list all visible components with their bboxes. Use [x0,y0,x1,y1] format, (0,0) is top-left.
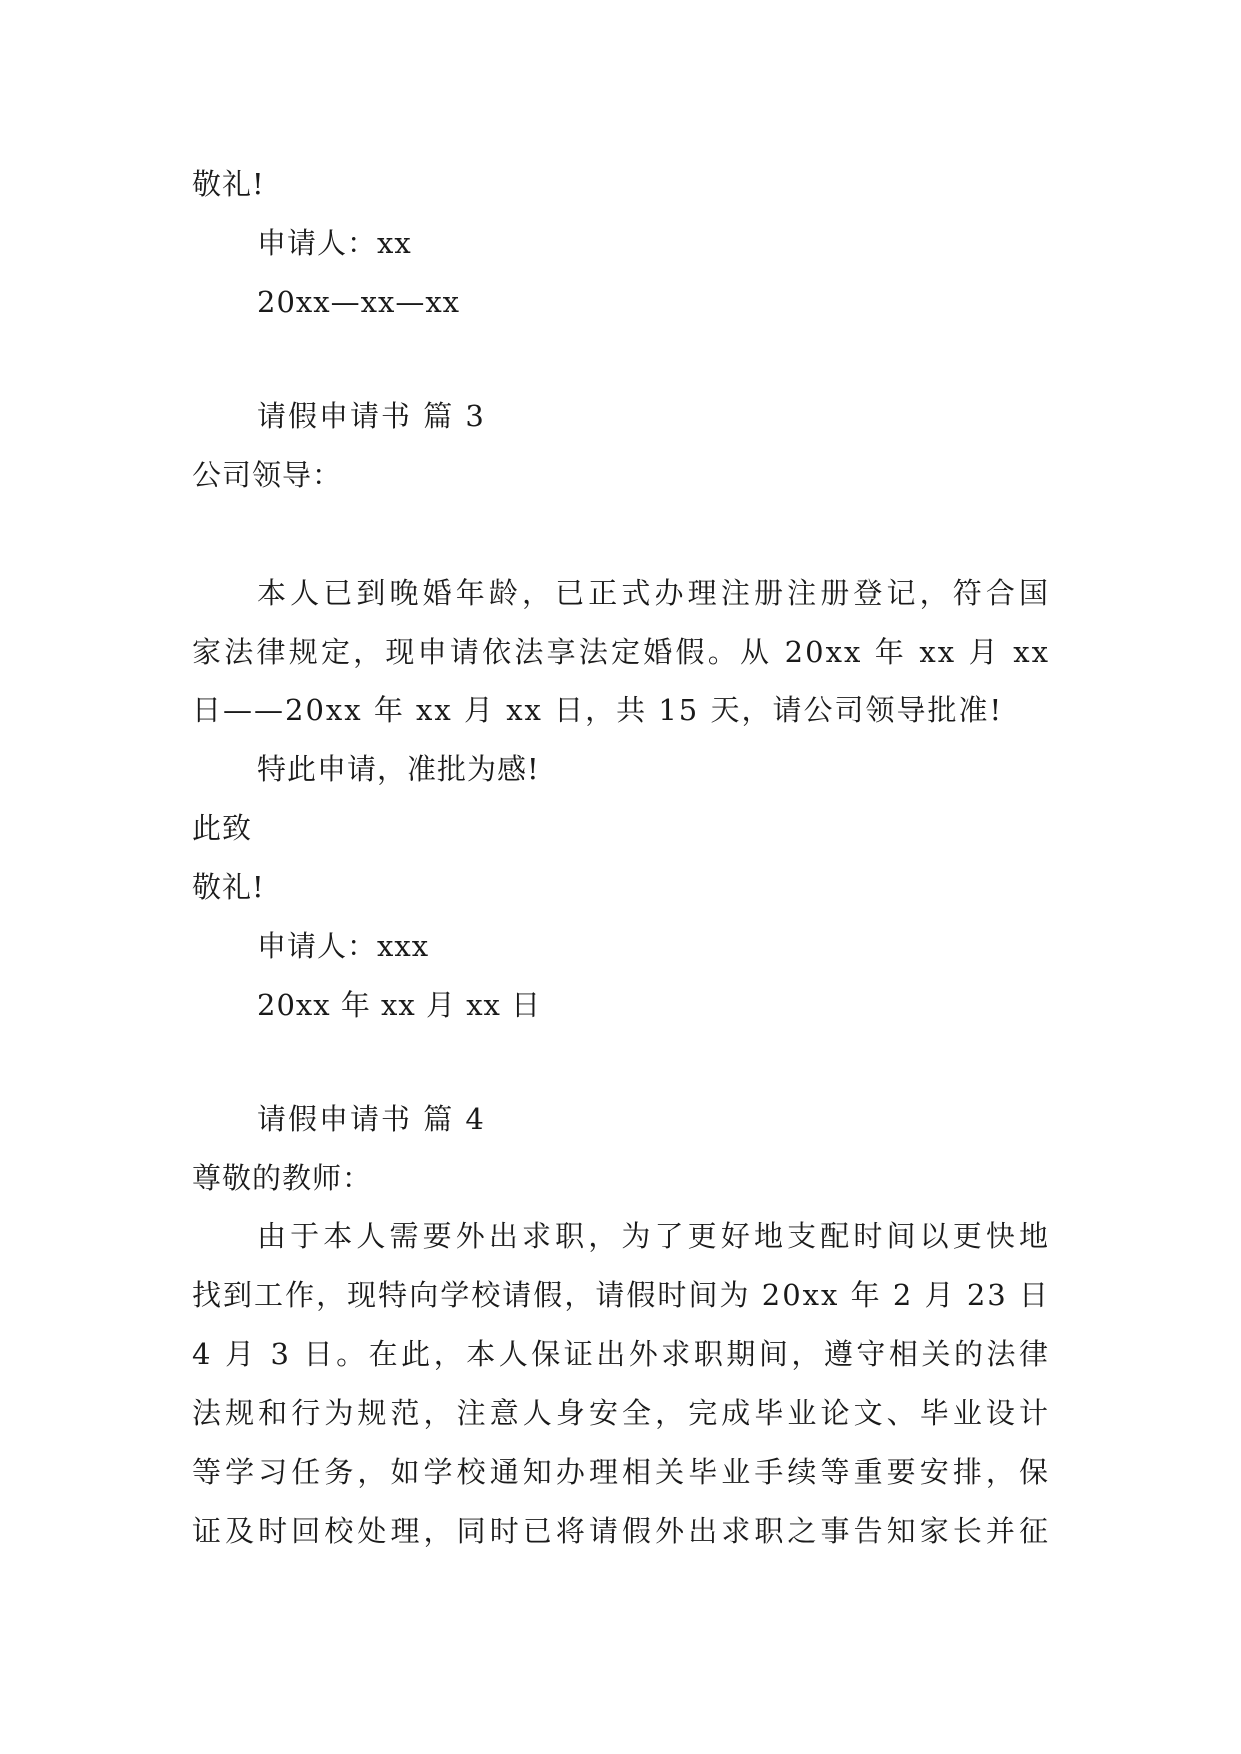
paragraph-line: 由于本人需要外出求职，为了更好地支配时间以更快地 [257,1219,1050,1253]
paragraph-line: 本人已到晚婚年龄，已正式办理注册注册登记，符合国 [257,576,1050,610]
paragraph-line: 4 月 3 日。在此，本人保证出外求职期间，遵守相关的法律 [192,1337,1050,1371]
greeting: 公司领导： [192,458,343,492]
greeting: 尊敬的教师： [192,1161,373,1195]
salute: 敬礼! [192,167,265,201]
date-line: 20xx 年 xx 月 xx 日 [257,988,542,1022]
paragraph-line: 等学习任务，如学校通知办理相关毕业手续等重要安排，保 [192,1455,1050,1489]
date-line: 20xx—xx—xx [257,285,461,319]
section-heading: 请假申请书 篇 3 [257,399,486,433]
applicant-line: 申请人：xx [257,226,412,260]
paragraph-line: 法规和行为规范，注意人身安全，完成毕业论文、毕业设计 [192,1396,1050,1430]
applicant-line: 申请人：xxx [257,929,430,963]
closing-line: 此致 [192,811,253,845]
request-line: 特此申请，准批为感! [257,752,540,786]
section-heading: 请假申请书 篇 4 [257,1102,486,1136]
paragraph-line: 找到工作，现特向学校请假，请假时间为 20xx 年 2 月 23 日 [192,1278,1050,1312]
salute: 敬礼! [192,870,265,904]
paragraph-line: 证及时回校处理，同时已将请假外出求职之事告知家长并征 [192,1514,1050,1548]
paragraph-line: 日——20xx 年 xx 月 xx 日，共 15 天，请公司领导批准! [192,693,1004,727]
paragraph-line: 家法律规定，现申请依法享法定婚假。从 20xx 年 xx 月 xx [192,635,1050,669]
